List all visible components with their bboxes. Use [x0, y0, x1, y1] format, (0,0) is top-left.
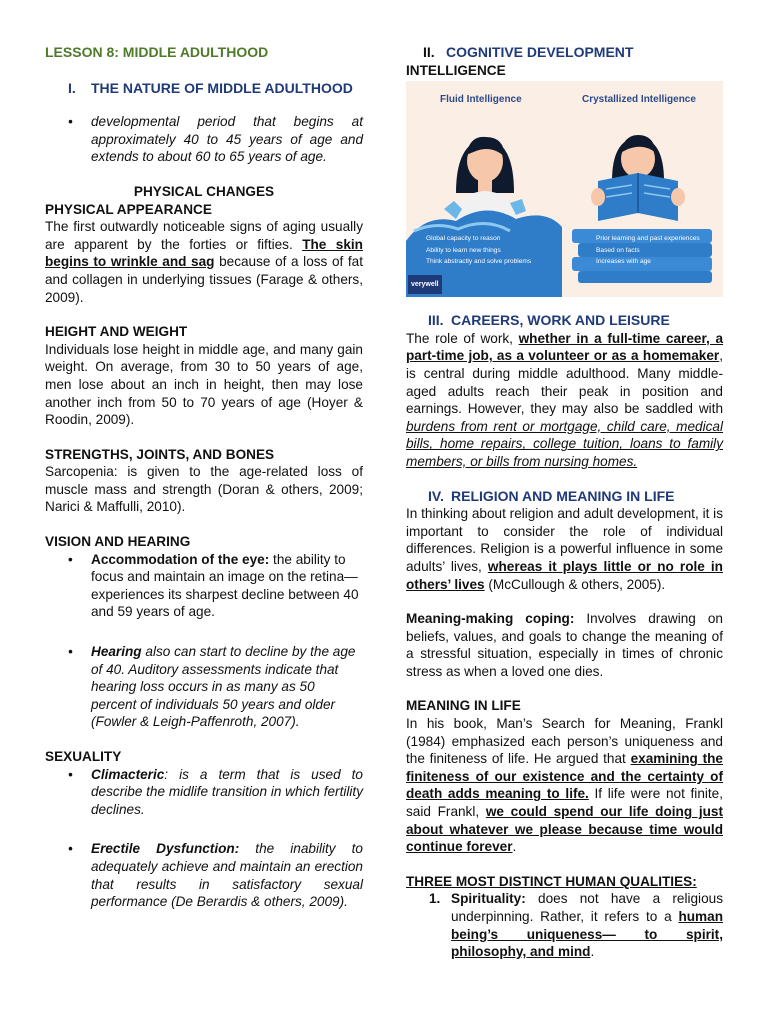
item-number: 1. — [429, 891, 441, 907]
height-weight-text: Individuals lose height in middle age, and many gain weight. On average, from 30 to 50 years of age, men lose about an inch in height, then may lose another inch from 50 to 70 years of age (Hoyer & Roodin, 2009). — [45, 341, 363, 428]
physical-appearance-text — [45, 218, 363, 306]
emphasis-text: whether in a full-time career, a part-time job, as a volunteer or as a homemaker — [406, 330, 724, 364]
religion-text — [406, 505, 723, 593]
vision-hearing-heading: VISION AND HEARING — [45, 534, 191, 550]
text-part: If life were not finite, said Frankl, — [406, 786, 724, 820]
section-title: COGNITIVE DEVELOPMENT — [446, 44, 634, 60]
emphasis-text: examining the finiteness of our existence and the certainty of death adds meaning to life. — [406, 751, 723, 802]
crystallized-points — [596, 233, 700, 268]
term: Spirituality: — [451, 891, 526, 907]
emphasis-text: whereas it plays little or no role in others’ lives — [406, 558, 723, 592]
spirituality-item — [406, 890, 723, 960]
crystallized-intelligence-title: Crystallized Intelligence — [582, 94, 696, 106]
text-part: The role of work, — [406, 330, 519, 346]
text-part: (McCullough & others, 2005). — [484, 576, 666, 592]
term-definition: does not have a religious underpinning. Rather, it refers to a — [451, 891, 723, 924]
section-heading-nature — [45, 80, 363, 98]
text-part: In his book, Man’s Search for Meaning, Frankl (1984) emphasized each person’s uniqueness and the finiteness of life. He argued that — [406, 716, 723, 767]
section-title: RELIGION AND MEANING IN LIFE — [451, 487, 675, 504]
term: Climacteric — [91, 766, 165, 782]
text-part: The first outwardly noticeable signs of aging usually are apparent by the forties or fifties. — [45, 219, 363, 252]
fluid-intelligence-title: Fluid Intelligence — [440, 94, 522, 106]
section-number: I. — [68, 79, 76, 96]
verywell-logo: verywell — [408, 275, 442, 295]
fluid-point: Global capacity to reason — [426, 235, 501, 243]
emphasis-text: we could spend our life doing just about whatever we please because time would continue forever — [406, 804, 723, 855]
erectile-dysfunction-bullet — [45, 840, 363, 910]
physical-appearance-heading: PHYSICAL APPEARANCE — [45, 201, 212, 217]
term: Meaning-making coping: — [406, 611, 575, 627]
meaning-in-life-heading: MEANING IN LIFE — [406, 698, 521, 714]
hearing-bullet — [45, 643, 363, 731]
section-heading-careers — [406, 312, 723, 330]
term: Erectile Dysfunction: — [91, 841, 240, 857]
section-title: THE NATURE OF MIDDLE ADULTHOOD — [91, 79, 353, 96]
section-title: CAREERS, WORK AND LEISURE — [451, 312, 670, 329]
fluid-point: Ability to learn new things — [426, 246, 501, 254]
term-definition: the ability to focus and maintain an image on the retina—experiences its sharpest decline between 40 and 59 years of age. — [91, 551, 359, 620]
lesson-title: LESSON 8: MIDDLE ADULTHOOD — [45, 44, 269, 60]
crystallized-point: Prior learning and past experiences — [596, 235, 700, 243]
text-part: , is central during middle adulthood. Many middle-aged adults reach their peak in position and earnings. However, they may also be saddled with — [406, 348, 723, 417]
burdens-text: burdens from rent or mortgage, child care, medical bills, home repairs, college tuition, loans to family members, or bills from nursing homes. — [406, 418, 723, 469]
careers-text — [406, 330, 723, 471]
term-definition: the inability to adequately achieve and maintain an erection that results in satisfactory sexual performance (De Berardis & others, 2009). — [91, 841, 363, 910]
emphasis-text: The skin begins to wrinkle and sag — [45, 236, 363, 270]
term: Accommodation of the eye: — [91, 551, 270, 567]
text-part: . — [512, 839, 517, 855]
right-column — [406, 44, 723, 961]
accommodation-bullet — [45, 551, 363, 621]
fluid-point: Think abstractly and solve problems — [426, 258, 532, 266]
term: Hearing — [91, 644, 142, 660]
term-definition: : is a term that is used to describe the midlife transition in which fertility declines. — [91, 766, 363, 817]
intelligence-illustration — [406, 81, 723, 297]
definition-bullet: • developmental period that begins at approximately 40 to 45 years of age and extends to about 60 to 65 years of age. — [45, 113, 363, 166]
physical-changes-heading: PHYSICAL CHANGES — [133, 183, 275, 199]
text-part: because of a loss of fat and collagen in underlying tissues (Farage & others, 2009). — [45, 254, 364, 305]
human-qualities-heading: THREE MOST DISTINCT HUMAN QUALITIES: — [406, 873, 697, 889]
text-part: In thinking about religion and adult development, it is important to consider the role of individual differences. Religion is a powerful influence in some adults’ lives, — [406, 506, 723, 574]
section-heading-cognitive — [406, 44, 723, 62]
section-number: III. — [428, 312, 444, 329]
section-heading-religion — [406, 488, 723, 506]
term-definition: Involves drawing on beliefs, values, and goals to change the meaning of a stressful situation, especially in times of chronic stress as when a loved one dies. — [406, 611, 723, 679]
climacteric-bullet — [45, 766, 363, 819]
height-weight-heading: HEIGHT AND WEIGHT — [45, 324, 188, 340]
sexuality-heading: SEXUALITY — [45, 749, 122, 764]
fluid-points — [426, 233, 531, 268]
term-definition: also can start to decline by the age of 40. Auditory assessments indicate that hearing loss occurs in as many as 50 percent of individuals 50 years and older (Fowler & Leigh-Paffenroth, 2007). — [91, 644, 356, 730]
text-part: . — [590, 944, 595, 960]
strengths-heading: STRENGTHS, JOINTS, AND BONES — [45, 446, 275, 462]
emphasis-text: human being’s uniqueness— to spirit, philosophy, and mind — [451, 909, 723, 960]
meaning-making-coping-text — [406, 610, 723, 680]
crystallized-point: Based on facts — [596, 246, 640, 254]
meaning-in-life-text — [406, 715, 723, 856]
section-number: IV. — [428, 487, 444, 504]
crystallized-point: Increases with age — [596, 258, 651, 266]
intelligence-heading: INTELLIGENCE — [406, 62, 506, 78]
strengths-text: Sarcopenia: is given to the age-related loss of muscle mass and strength (Doran & others, 2009; Narici & Maffulli, 2010). — [45, 464, 363, 515]
section-number: II. — [423, 44, 435, 60]
left-column — [45, 44, 363, 911]
